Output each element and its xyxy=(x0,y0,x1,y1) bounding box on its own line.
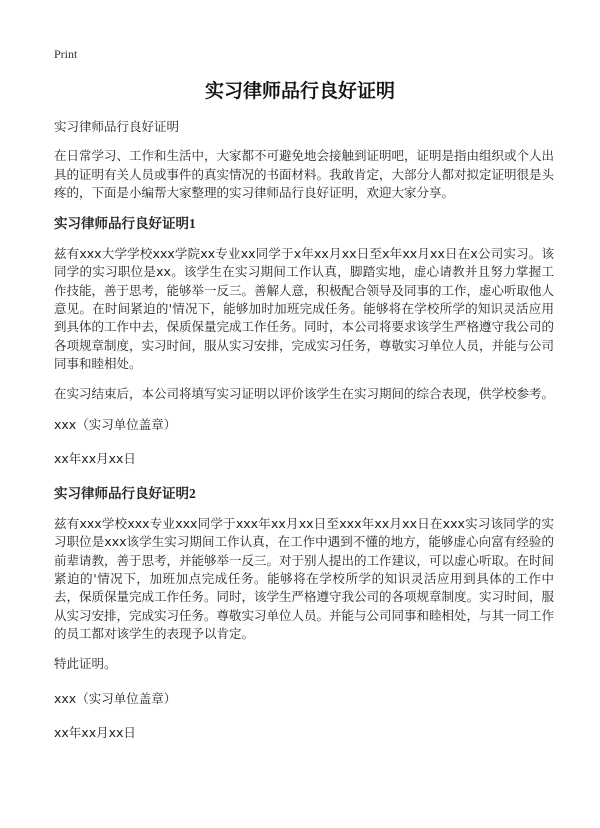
page-title: 实习律师品行良好证明 xyxy=(204,80,395,102)
section-2-closing: 特此证明。 xyxy=(54,656,117,672)
section-1-date-line: xx年xx月xx日 xyxy=(54,450,136,466)
section-heading-2: 实习律师品行良好证明2 xyxy=(54,486,196,502)
document-body xyxy=(54,118,554,758)
print-link[interactable]: Print xyxy=(54,47,78,61)
document-subtitle: 实习律师品行良好证明 xyxy=(54,119,180,134)
section-1-paragraph: 在实习结束后，本公司将填写实习证明以评价该学生在实习期间的综合表现，供学校参考。 xyxy=(54,386,555,402)
section-2-seal-line: xxx（实习单位盖章） xyxy=(54,690,177,706)
section-2-date-line: xx年xx月xx日 xyxy=(54,724,136,740)
section-1-seal-line: xxx（实习单位盖章） xyxy=(54,416,177,432)
section-heading-1: 实习律师品行良好证明1 xyxy=(54,216,196,232)
section-1-paragraph: 兹有xxx大学学校xxx学院xx专业xx同学于x年xx月xx日至x年xx月xx日在x公司实习。该同学的实习职位是xx。该学生在实习期间工作认真，脚踏实地，虚心请教并且努力掌握工作技能，善于思考，能够举一反三。善解人意，积极配合领导及同事的工作，虚心听取他人意见。在时间紧迫的'情况下，能够加时加班完成任务。能够将在学校所学的知识灵活应用到具体的工作中去，保质保量完成工作任务。同时，本公司将要求该学生严格遵守我公司的各项规章制度，实习时间，服从实习安排，完成实习任务，尊敬实习单位人员，并能与公司同事和睦相处。 xyxy=(54,246,555,371)
section-2-paragraph: 兹有xxx学校xxx专业xxx同学于xxx年xx月xx日至xxx年xx月xx日在xxx实习该同学的实习职位是xxx该学生实习期间工作认真，在工作中遇到不懂的地方，能够虚心向富有经验的前辈请教，善于思考，并能够举一反三。对于别人提出的工作建议，可以虚心听取。在时间紧迫的'情况下，加班加点完成任务。能够将在学校所学的知识灵活应用到具体的工作中去，保质保量完成工作任务。同时，该学生严格遵守我公司的各项规章制度。实习时间，服从实习安排，完成实习任务。尊敬实习单位人员。并能与公司同事和睦相处，与其一同工作的员工都对该学生的表现予以肯定。 xyxy=(54,516,555,641)
intro-paragraph: 在日常学习、工作和生活中，大家都不可避免地会接触到证明吧，证明是指由组织或个人出具的证明有关人员或事件的真实情况的书面材料。我敢肯定，大部分人都对拟定证明很是头疼的，下面是小编帮大家整理的实习律师品行良好证明，欢迎大家分享。 xyxy=(54,148,555,200)
